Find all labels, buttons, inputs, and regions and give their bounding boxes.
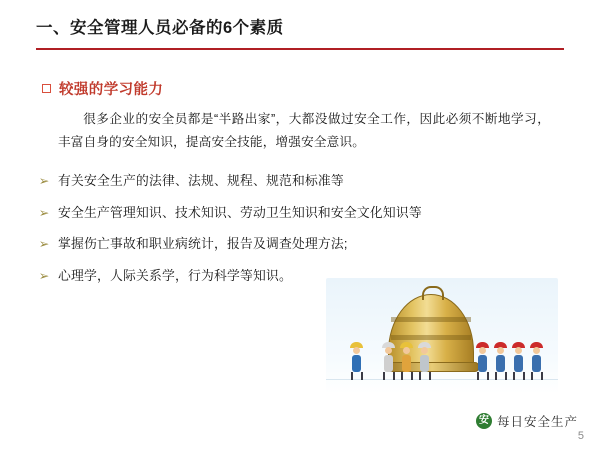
figure-head [403,347,410,354]
section-subheading [42,78,163,99]
watermark-logo-icon: 安 [476,413,492,429]
figure-head [533,347,540,354]
marcher-figure [530,342,543,380]
figure-body [384,355,393,372]
list-item [36,204,556,223]
figure-body [420,355,429,372]
marcher-figure [494,342,507,380]
arrow-bullet-icon: ➢ [38,205,50,220]
watermark-text: 每日安全生产 [496,415,578,429]
body-paragraph: 很多企业的安全员都是“半路出家”，大都没做过安全工作，因此必须不断地学习，丰富自身的安全知识，提高安全技能，增强安全意识。 [58,112,550,150]
figure-legs [401,372,413,380]
bell-handle-icon [422,286,444,300]
figure-body [532,355,541,372]
bell-band [391,317,471,322]
figure-head [353,347,360,354]
arrow-bullet-icon: ➢ [38,174,50,188]
page-title [36,18,336,39]
square-bullet-icon [42,84,51,93]
list-item [36,172,556,191]
worker-figure [350,342,363,380]
bell-band [391,335,471,340]
list-item [36,235,556,254]
page-number: 5 [577,430,584,442]
marcher-figure [512,342,525,380]
figure-body [514,355,523,372]
figure-head [479,347,486,354]
watermark [476,412,578,430]
bell-and-workers-illustration [326,278,558,394]
figure-legs [531,372,543,380]
list-item-label: 心理学，人际关系学，行为科学等知识。 [58,267,292,283]
figure-legs [419,372,431,380]
arrow-bullet-icon: ➢ [38,268,50,283]
worker-figure [400,342,413,380]
figure-body [352,355,361,372]
figure-body [402,355,411,372]
figure-head [385,347,392,354]
section-subheading-text: 较强的学习能力 [59,82,164,98]
title-divider [36,48,564,50]
marcher-figure [476,342,489,380]
figure-legs [383,372,395,380]
figure-head [497,347,504,354]
page-title-text: 一、安全管理人员必备的6个素质 [36,19,284,37]
list-item-label: 安全生产管理知识、技术知识、劳动卫生知识和安全文化知识等 [58,204,422,220]
figure-legs [477,372,489,380]
figure-body [496,355,505,372]
list-item-label: 有关安全生产的法律、法规、规程、规范和标准等 [58,173,344,188]
arrow-bullet-icon: ➢ [38,237,50,252]
figure-body [478,355,487,372]
figure-legs [513,372,525,380]
figure-legs [351,372,363,380]
list-item-label: 掌握伤亡事故和职业病统计，报告及调查处理方法; [58,236,348,252]
figure-legs [495,372,507,380]
worker-figure [418,342,431,380]
figure-head [421,347,428,354]
figure-head [515,347,522,354]
worker-figure [382,342,395,380]
